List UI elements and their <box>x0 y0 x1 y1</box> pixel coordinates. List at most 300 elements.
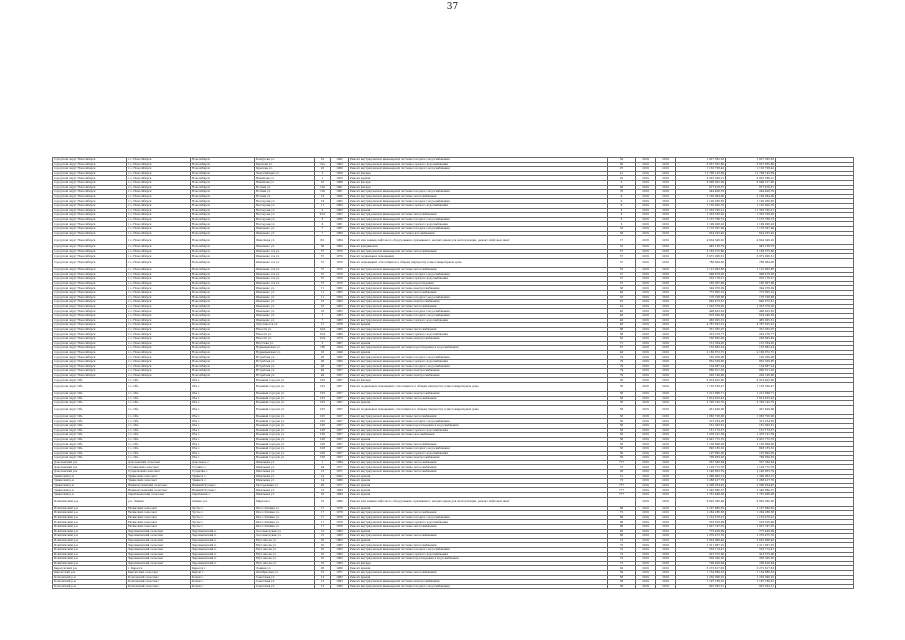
cell-locality: Обь г. <box>191 447 255 452</box>
cell-municipality: городской округ Новосибирск <box>53 213 127 218</box>
cell-year: 1980 <box>331 332 349 337</box>
cell-empty <box>776 258 854 267</box>
cell-work-type: Ремонт крыши <box>349 176 608 181</box>
cell-house: 105 <box>315 382 331 391</box>
cell-year: 1960 <box>331 355 349 360</box>
cell-work-type: Ремонт внутридомовой инженерной системы водоотведения и водоснабжения <box>349 557 608 562</box>
cell-year: 1970 <box>331 249 349 254</box>
cell-cost-total: 197 892,30 <box>726 451 776 456</box>
cell-term: 58 <box>608 575 636 580</box>
cell-house: 15 <box>315 529 331 534</box>
cell-year-start: 2019 <box>636 295 656 300</box>
cell-cost-total: 155 882,24 <box>726 346 776 351</box>
cell-settlement: г.о. Новосибирск <box>127 355 191 360</box>
cell-house: 106 <box>315 456 331 461</box>
cell-term: 777 <box>608 488 636 493</box>
cell-house: 57 <box>315 258 331 267</box>
cell-settlement: г.о. Новосибирск <box>127 208 191 213</box>
cell-year-start: 2019 <box>636 557 656 562</box>
cell-municipality: Искитимский р-н <box>53 561 127 566</box>
cell-year: 1961 <box>331 190 349 195</box>
cell-municipality: городской округ Новосибирск <box>53 176 127 181</box>
cell-work-type: Ремонт внутридомовой инженерной системы водоотведения <box>349 281 608 286</box>
cell-year-start: 2019 <box>636 208 656 213</box>
cell-term: 72 <box>608 543 636 548</box>
cell-municipality: городской округ Новосибирск <box>53 222 127 227</box>
cell-house: 13 <box>315 580 331 585</box>
cell-work-type: Ремонт крыши <box>349 401 608 406</box>
cell-year-start: 2019 <box>636 350 656 355</box>
cell-locality: Обь г. <box>191 428 255 433</box>
cell-house: 16 <box>315 304 331 309</box>
cell-term: 68 <box>608 525 636 530</box>
cell-year-end: 2019 <box>656 268 676 273</box>
cell-settlement: г.о. Новосибирск <box>127 158 191 163</box>
cell-locality: Новосибирск <box>191 318 255 323</box>
cell-year-end: 2019 <box>656 158 676 163</box>
cell-settlement: г.о. Новосибирск <box>127 258 191 267</box>
cell-municipality: городской округ Новосибирск <box>53 318 127 323</box>
cell-year-start: 2019 <box>636 231 656 236</box>
cell-cost: 6 096 005,99 <box>676 180 726 185</box>
cell-municipality: городской округ Новосибирск <box>53 359 127 364</box>
cell-work-type: Ремонт фасада <box>349 185 608 190</box>
cell-year: 1963 <box>331 304 349 309</box>
cell-municipality: Искитимский р-н <box>53 548 127 553</box>
cell-year-end: 2019 <box>656 437 676 442</box>
cell-cost: 1 115 903,66 <box>676 268 726 273</box>
cell-house: 14 <box>315 194 331 199</box>
cell-work-type: Ремонт крыши <box>349 341 608 346</box>
cell-year-start: 2019 <box>636 304 656 309</box>
cell-house: 10/2 <box>315 327 331 332</box>
cell-locality: Обь г. <box>191 414 255 419</box>
cell-year-start: 2019 <box>636 341 656 346</box>
cell-year: 1963 <box>331 300 349 305</box>
cell-settlement: г.о. Новосибирск <box>127 346 191 351</box>
cell-municipality: Доволенский р-н <box>53 465 127 470</box>
cell-year-end: 2019 <box>656 314 676 319</box>
cell-work-type: Ремонт фасада <box>349 180 608 185</box>
cell-house: 6 <box>315 217 331 222</box>
cell-year-end: 2019 <box>656 346 676 351</box>
cell-locality: Новосибирск <box>191 258 255 267</box>
cell-street: Шкальная ул. <box>255 479 315 484</box>
cell-settlement: г.о. Обь <box>127 396 191 401</box>
cell-cost: 1 135 539,47 <box>676 382 726 391</box>
cell-work-type: Ремонт внутридомовой инженерной системы горячего водоснабжения <box>349 428 608 433</box>
cell-locality: Обь г. <box>191 424 255 429</box>
cell-municipality: городской округ Обь <box>53 451 127 456</box>
cell-year-start: 2019 <box>636 359 656 364</box>
cell-locality: Новосибирск <box>191 350 255 355</box>
cell-street: Крылова ул. <box>255 162 315 167</box>
cell-cost: 3 637 655,80 <box>676 162 726 167</box>
cell-year-start: 2019 <box>636 286 656 291</box>
cell-year: 1977 <box>331 465 349 470</box>
cell-work-type: Ремонт крыши <box>349 208 608 213</box>
cell-term: 9 <box>608 213 636 218</box>
cell-settlement: г.о. Новосибирск <box>127 231 191 236</box>
cell-term: 57 <box>608 272 636 277</box>
cell-cost-total: 1 212 898,71 <box>726 392 776 397</box>
cell-term: 4 <box>608 208 636 213</box>
cell-year-end: 2019 <box>656 405 676 414</box>
cell-house: 17 <box>315 506 331 511</box>
cell-house: 23 <box>315 167 331 172</box>
cell-municipality: городской округ Новосибирск <box>53 203 127 208</box>
cell-year-end: 2019 <box>656 185 676 190</box>
cell-year-end: 2019 <box>656 236 676 245</box>
cell-cost-total: 533 616,89 <box>726 520 776 525</box>
cell-year-end: 2019 <box>656 203 676 208</box>
cell-house: 14 <box>315 474 331 479</box>
cell-locality: Новосибирск <box>191 167 255 172</box>
cell-cost: 2 183 275,88 <box>676 249 726 254</box>
cell-settlement: г.о. Новосибирск <box>127 176 191 181</box>
cell-work-type: Ремонт внутридомовой инженерной системы теплоснабжения <box>349 543 608 548</box>
cell-work-type: Ремонт внутридомовой инженерной системы газоснабжения <box>349 231 608 236</box>
cell-locality: Новосибирск <box>191 369 255 374</box>
cell-street: Шевченко ул. <box>255 304 315 309</box>
cell-year-end: 2019 <box>656 382 676 391</box>
cell-street: Шкальная ул. <box>255 465 315 470</box>
cell-cost: 2 653 908,40 <box>676 538 726 543</box>
cell-house: 25/1 <box>315 213 331 218</box>
cell-locality: Новосибирск <box>191 203 255 208</box>
cell-year-start: 2019 <box>636 483 656 488</box>
cell-cost: 706 428,84 <box>676 561 726 566</box>
cell-term: 75 <box>608 465 636 470</box>
cell-term: 76 <box>608 190 636 195</box>
cell-municipality: городской округ Новосибирск <box>53 300 127 305</box>
cell-year-start: 2019 <box>636 245 656 250</box>
cell-work-type: Ремонт внутридомовой инженерной системы теплоснабжения <box>349 525 608 530</box>
page-number: 37 <box>446 2 459 12</box>
cell-work-type: Ремонт крыши <box>349 479 608 484</box>
cell-cost: 313 234,26 <box>676 419 726 424</box>
cell-settlement: Нижнечулымский сельсовет <box>127 488 191 493</box>
cell-term: 68 <box>608 506 636 511</box>
cell-locality: Новосибирск <box>191 314 255 319</box>
cell-municipality: городской округ Новосибирск <box>53 291 127 296</box>
cell-locality: Кочки с. <box>191 584 255 589</box>
cell-year: 1960 <box>331 359 349 364</box>
cell-work-type: Ремонт крыши <box>349 437 608 442</box>
cell-locality: Новосибирск <box>191 359 255 364</box>
cell-cost: 1 197 189,52 <box>676 580 726 585</box>
cell-house: 25 <box>315 561 331 566</box>
cell-year: 1976 <box>331 323 349 328</box>
cell-locality: Чусты с. <box>191 511 255 516</box>
cell-year-end: 2019 <box>656 525 676 530</box>
cell-year: 1957 <box>331 405 349 414</box>
cell-municipality: городской округ Новосибирск <box>53 167 127 172</box>
cell-house: 13 <box>315 584 331 589</box>
cell-street: Шекспира ул. <box>255 236 315 245</box>
cell-cost-total: 176 708,68 <box>726 295 776 300</box>
cell-locality: Линево р.п. <box>191 497 255 506</box>
cell-cost: 1 323 379,05 <box>676 304 726 309</box>
cell-locality: Обь г. <box>191 437 255 442</box>
cell-work-type: Ремонт внутридомовой инженерной системы теплоснабжения <box>349 511 608 516</box>
cell-street: Военный городок ул. <box>255 405 315 414</box>
cell-cost: 1 199 008,03 <box>676 222 726 227</box>
cell-locality: Новосибирск <box>191 355 255 360</box>
cell-term: 48 <box>608 350 636 355</box>
cell-municipality: Здвинский р-н <box>53 479 127 484</box>
cell-street: Шевченко 2-я ул. <box>255 281 315 286</box>
cell-settlement: Евсинский сельсовет <box>127 520 191 525</box>
cell-municipality: Кочковский р-н <box>53 575 127 580</box>
cell-settlement: г.о. Обь <box>127 442 191 447</box>
cell-term: 56 <box>608 405 636 414</box>
cell-settlement: г.о. Новосибирск <box>127 194 191 199</box>
cell-term: 46 <box>608 309 636 314</box>
cell-year: 1957 <box>331 414 349 419</box>
cell-year-start: 2019 <box>636 327 656 332</box>
cell-settlement: г.о. Обь <box>127 456 191 461</box>
cell-work-type: Ремонт крыши <box>349 506 608 511</box>
cell-house: 24 <box>315 465 331 470</box>
cell-year-start: 2019 <box>636 428 656 433</box>
cell-locality: Новосибирск <box>191 171 255 176</box>
cell-term: 53 <box>608 226 636 231</box>
cell-cost: 1 212 898,71 <box>676 392 726 397</box>
cell-year: 1970 <box>331 272 349 277</box>
cell-house: 17 <box>315 520 331 525</box>
cell-year-end: 2019 <box>656 213 676 218</box>
cell-street: Юрт.школа ул. <box>255 561 315 566</box>
cell-cost: 4 604 546,20 <box>676 236 726 245</box>
cell-year: 1970 <box>331 254 349 259</box>
cell-year-start: 2019 <box>636 552 656 557</box>
cell-work-type: Ремонт фундамента <box>349 245 608 250</box>
cell-term: 67 <box>608 346 636 351</box>
cell-empty <box>776 382 854 391</box>
cell-municipality: городской округ Новосибирск <box>53 158 127 163</box>
cell-work-type: Ремонт внутридомовой инженерной системы горячего водоснабжения <box>349 318 608 323</box>
cell-cost: 786 864,66 <box>676 258 726 267</box>
cell-year: 1983 <box>331 584 349 589</box>
cell-house: 7 <box>315 231 331 236</box>
cell-street: Октябрьская ул. <box>255 570 315 575</box>
cell-term: 73 <box>608 479 636 484</box>
cell-year-end: 2019 <box>656 304 676 309</box>
cell-cost: 533 174,47 <box>676 548 726 553</box>
cell-street: Якутская ул. <box>255 341 315 346</box>
cell-house: 105 <box>315 378 331 383</box>
cell-year: 1957 <box>331 428 349 433</box>
cell-year-end: 2019 <box>656 199 676 204</box>
cell-term: 25 <box>608 176 636 181</box>
cell-house: 17 <box>315 525 331 530</box>
cell-year-start: 2019 <box>636 538 656 543</box>
cell-work-type: Ремонт внутридомовой инженерной системы теплоснабжения <box>349 470 608 475</box>
cell-municipality: городской округ Новосибирск <box>53 194 127 199</box>
cell-municipality: городской округ Новосибирск <box>53 341 127 346</box>
cell-locality: Черепановский п. <box>191 543 255 548</box>
cell-year: 1957 <box>331 456 349 461</box>
cell-work-type: Ремонт крыши <box>349 483 608 488</box>
cell-work-type: Ремонт или замена лифтового оборудования, признанного непригодным для эксплуатации, ремонт лифтовых шахт <box>349 497 608 506</box>
cell-year: 1963 <box>331 318 349 323</box>
cell-cost: 1 311 667,25 <box>676 543 726 548</box>
cell-year-start: 2019 <box>636 520 656 525</box>
cell-cost-total: 624 235,45 <box>726 231 776 236</box>
cell-municipality: городской округ Обь <box>53 437 127 442</box>
cell-house: 105 <box>315 396 331 401</box>
cell-municipality: городской округ Новосибирск <box>53 332 127 337</box>
cell-street: Школьная ул. <box>255 470 315 475</box>
cell-street: Шкальная ул. <box>255 492 315 497</box>
cell-locality: Новосибирск <box>191 249 255 254</box>
cell-year-end: 2019 <box>656 483 676 488</box>
cell-term: 48 <box>608 323 636 328</box>
cell-cost: 860 811,20 <box>676 369 726 374</box>
cell-street: Военный городок ул. <box>255 428 315 433</box>
cell-house: 1 <box>315 176 331 181</box>
cell-locality: Обь г. <box>191 392 255 397</box>
cell-settlement: г.о. Новосибирск <box>127 295 191 300</box>
cell-cost-total: 1 133 708,42 <box>726 167 776 172</box>
cell-term: 56 <box>608 185 636 190</box>
cell-cost-total: 786 864,66 <box>726 258 776 267</box>
cell-settlement: г.о. Новосибирск <box>127 300 191 305</box>
cell-cost-total: 1 270 475,70 <box>726 534 776 539</box>
cell-cost-total: 893 185,32 <box>726 447 776 452</box>
cell-settlement: г.о. Новосибирск <box>127 332 191 337</box>
cell-locality: Новосибирск <box>191 190 255 195</box>
cell-locality: Новосибирск <box>191 185 255 190</box>
cell-cost-total: 567 560,84 <box>726 460 776 465</box>
cell-settlement: г.о. Новосибирск <box>127 281 191 286</box>
cell-municipality: городской округ Обь <box>53 456 127 461</box>
cell-municipality: Здвинский р-н <box>53 492 127 497</box>
cell-cost-total: 6 096 217,90 <box>726 180 776 185</box>
cell-term: 6 <box>608 217 636 222</box>
cell-street: Ногина ул. <box>255 185 315 190</box>
cell-year-end: 2019 <box>656 323 676 328</box>
cell-year-end: 2019 <box>656 506 676 511</box>
cell-term: 68 <box>608 534 636 539</box>
cell-work-type: Ремонт внутридомовой инженерной системы холодного водоснабжения <box>349 515 608 520</box>
cell-year-start: 2019 <box>636 405 656 414</box>
cell-year-end: 2019 <box>656 222 676 227</box>
cell-year-start: 2019 <box>636 346 656 351</box>
table-row <box>53 236 854 245</box>
cell-cost-total: 1 115 903,66 <box>726 268 776 273</box>
cell-cost: 1 230 096,25 <box>676 575 726 580</box>
cell-street: Юности ул. <box>255 336 315 341</box>
cell-year: 1969 <box>331 566 349 571</box>
cell-term: 56 <box>608 414 636 419</box>
cell-locality: Новосибирск <box>191 213 255 218</box>
cell-year-end: 2019 <box>656 295 676 300</box>
cell-term: 56 <box>608 437 636 442</box>
cell-cost-total: 1 288 417,76 <box>726 479 776 484</box>
cell-work-type: Ремонт внутридомовой инженерной системы холодного водоснабжения <box>349 199 608 204</box>
cell-year: 1983 <box>331 575 349 580</box>
cell-locality: Новосибирск <box>191 291 255 296</box>
cell-year-end: 2019 <box>656 373 676 378</box>
cell-year-start: 2019 <box>636 447 656 452</box>
cell-year: 1963 <box>331 162 349 167</box>
cell-municipality: городской округ Новосибирск <box>53 208 127 213</box>
cell-house: 21 <box>315 570 331 575</box>
cell-year: 1982 <box>331 158 349 163</box>
cell-year-start: 2019 <box>636 474 656 479</box>
cell-cost-total: 1 083 728,06 <box>726 414 776 419</box>
cell-cost-total: 258 895,49 <box>726 336 776 341</box>
cell-municipality: городской округ Новосибирск <box>53 162 127 167</box>
cell-year-start: 2019 <box>636 309 656 314</box>
cell-street: Нестерова ул. <box>255 203 315 208</box>
cell-house: 14 <box>315 479 331 484</box>
cell-locality: Новосибирск <box>191 323 255 328</box>
cell-cost: 498 403,63 <box>676 309 726 314</box>
cell-year-start: 2019 <box>636 314 656 319</box>
cell-year: 1962 <box>331 245 349 250</box>
cell-term: 79 <box>608 359 636 364</box>
cell-year: 1957 <box>331 373 349 378</box>
cell-locality: Ступино с. <box>191 465 255 470</box>
cell-municipality: Доволенский р-н <box>53 460 127 465</box>
cell-house: 49 <box>315 369 331 374</box>
cell-year-start: 2019 <box>636 470 656 475</box>
cell-house: 20 <box>315 483 331 488</box>
cell-cost: 1 133 708,42 <box>676 167 726 172</box>
cell-municipality: городской округ Новосибирск <box>53 346 127 351</box>
cell-locality: Чусты с. <box>191 525 255 530</box>
cell-year-start: 2019 <box>636 465 656 470</box>
cell-year-start: 2019 <box>636 176 656 181</box>
cell-year-end: 2019 <box>656 474 676 479</box>
cell-year: 1963 <box>331 543 349 548</box>
cell-year-end: 2019 <box>656 529 676 534</box>
cell-term: 56 <box>608 396 636 401</box>
cell-year-end: 2019 <box>656 254 676 259</box>
cell-locality: Новосибирск <box>191 222 255 227</box>
cell-year-end: 2019 <box>656 488 676 493</box>
cell-term: 56 <box>608 378 636 383</box>
cell-settlement: г.о. Новосибирск <box>127 323 191 328</box>
cell-cost-total: 134 687,24 <box>726 364 776 369</box>
cell-settlement: г.о. Обь <box>127 392 191 397</box>
cell-house: 25 <box>315 548 331 553</box>
cell-settlement: г.о. Новосибирск <box>127 245 191 250</box>
cell-street: Нестерова ул. <box>255 199 315 204</box>
cell-settlement: г.о. Новосибирск <box>127 341 191 346</box>
cell-year: 1984 <box>331 492 349 497</box>
cell-cost-total: 11 798 143,69 <box>726 171 776 176</box>
cell-work-type: Ремонт внутридомовой инженерной системы холодного водоснабжения <box>349 584 608 589</box>
cell-year-start: 2019 <box>636 277 656 282</box>
cell-house: 7 <box>315 226 331 231</box>
cell-settlement: г.о. Новосибирск <box>127 369 191 374</box>
cell-street: Нахимова ул. <box>255 176 315 181</box>
cell-house: 15 <box>315 534 331 539</box>
cell-street: Ядринцевская ул. <box>255 350 315 355</box>
cell-term: 56 <box>608 451 636 456</box>
cell-house: 21 <box>315 470 331 475</box>
cell-cost-total: 394 076,09 <box>726 286 776 291</box>
cell-street: Юности ул. <box>255 332 315 337</box>
cell-street: Шевченко 2-я ул. <box>255 258 315 267</box>
cell-cost-total: 877 476,57 <box>726 185 776 190</box>
cell-municipality: Искитимский р-н <box>53 515 127 520</box>
cell-cost-total: 2 653 908,40 <box>726 538 776 543</box>
